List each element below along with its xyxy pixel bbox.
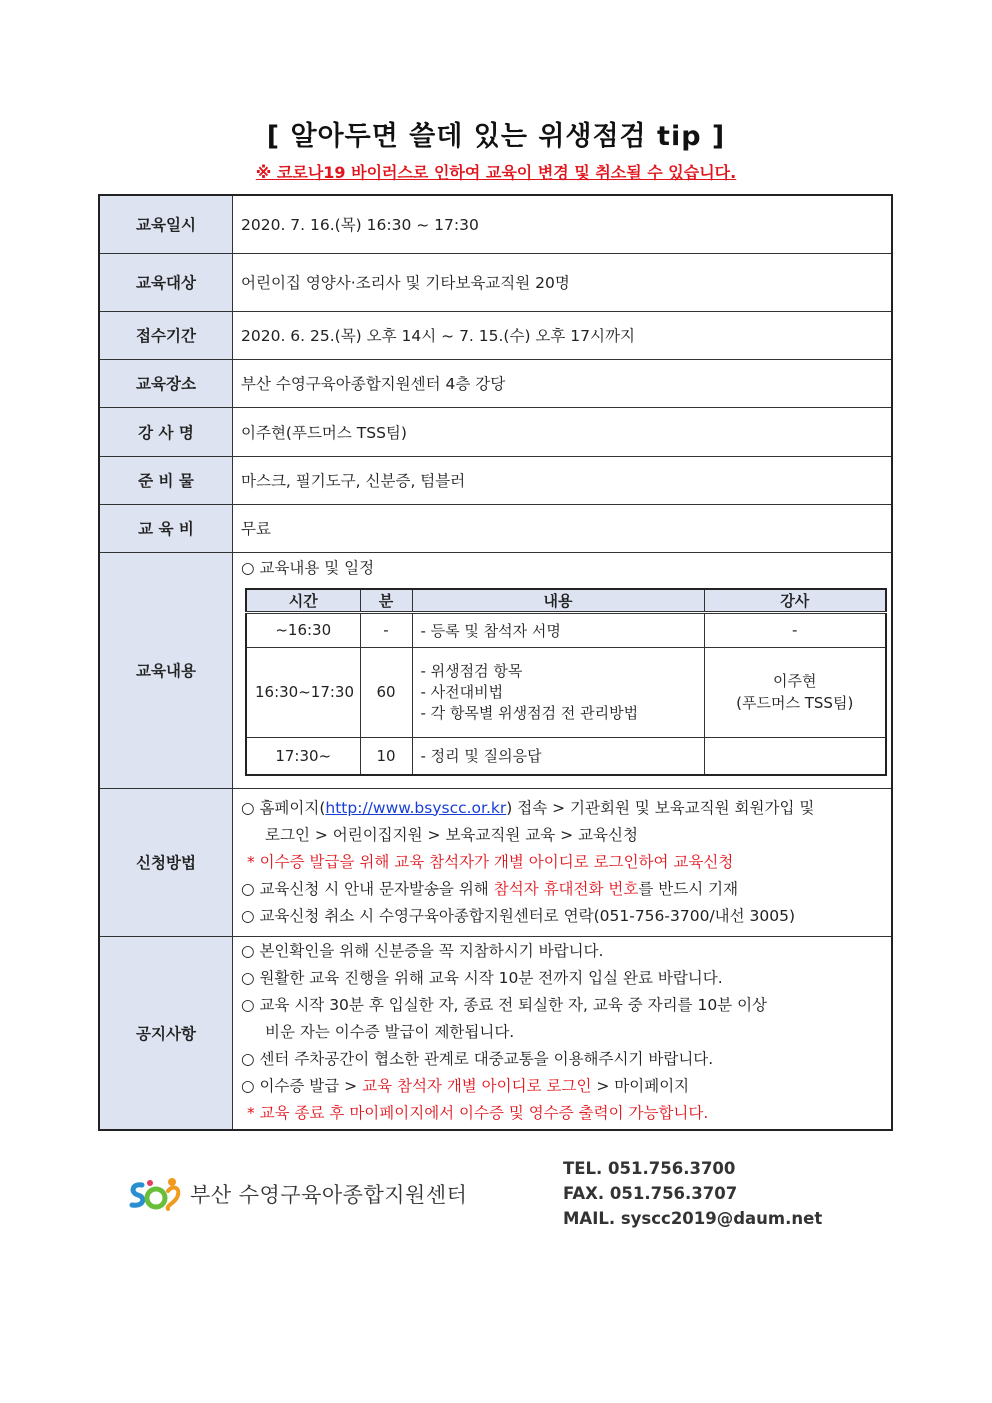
value-place: 부산 수영구육아종합지원센터 4층 강당	[233, 359, 893, 407]
schedule-item: - 위생점검 항목	[420, 661, 523, 680]
contact-tel: TEL. 051.756.3700	[563, 1159, 736, 1178]
schedule-header-min: 분	[360, 589, 412, 613]
notice-line: ○ 본인확인을 위해 신분증을 꼭 지참하시기 바랍니다.	[241, 942, 604, 961]
notice-line: ○ 원활한 교육 진행을 위해 교육 시작 10분 전까지 입실 완료 바랍니다.	[241, 969, 723, 988]
lecturer-team: (푸드머스 TSS팀)	[736, 694, 854, 712]
lecturer-name: 이주현	[773, 672, 817, 690]
schedule-lecturer	[704, 647, 886, 737]
row-prep	[99, 456, 892, 504]
value-lecturer: 이주현(푸드머스 TSS팀)	[233, 407, 893, 456]
value-content	[233, 552, 893, 788]
schedule-table	[245, 588, 887, 777]
contact-fax: FAX. 051.756.3707	[563, 1184, 738, 1203]
schedule-row	[246, 647, 886, 737]
row-lecturer	[99, 407, 892, 456]
label-prep: 준 비 물	[99, 456, 233, 504]
contact-info	[563, 1156, 822, 1231]
row-target	[99, 253, 892, 311]
value-period: 2020. 6. 25.(목) 오후 14시 ~ 7. 15.(수) 오후 17시까지	[233, 311, 893, 359]
label-fee: 교 육 비	[99, 504, 233, 552]
notice-line: ○ 이수증 발급 > 교육 참석자 개별 아이디로 로그인 > 마이페이지	[241, 1077, 690, 1096]
page-title: [ 알아두면 쓸데 있는 위생점검 tip ]	[266, 121, 726, 152]
row-fee	[99, 504, 892, 552]
value-notices	[233, 936, 893, 1130]
apply-line-1: ○ 홈페이지(http://www.bsyscc.or.kr) 접속 > 기관회원 및 보육교직원 회원가입 및	[241, 798, 815, 817]
content-heading: ○ 교육내용 및 일정	[241, 558, 375, 577]
label-target: 교육대상	[99, 253, 233, 311]
schedule-min: 60	[360, 647, 412, 737]
value-date: 2020. 7. 16.(목) 16:30 ~ 17:30	[233, 195, 893, 253]
value-prep: 마스크, 필기도구, 신분증, 텀블러	[233, 456, 893, 504]
schedule-header-lecturer: 강사	[704, 589, 886, 613]
schedule-content: - 등록 및 참석자 서명	[412, 612, 704, 647]
row-notices	[99, 936, 892, 1130]
value-fee: 무료	[233, 504, 893, 552]
label-apply: 신청방법	[99, 788, 233, 936]
row-date	[99, 195, 892, 253]
row-period	[99, 311, 892, 359]
value-target: 어린이집 영양사·조리사 및 기타보육교직원 20명	[233, 253, 893, 311]
org-name: 부산 수영구육아종합지원센터	[190, 1183, 468, 1207]
label-place: 교육장소	[99, 359, 233, 407]
notice-line: ○ 센터 주차공간이 협소한 관계로 대중교통을 이용해주시기 바랍니다.	[241, 1050, 714, 1069]
schedule-time: 16:30~17:30	[246, 647, 360, 737]
schedule-content	[412, 647, 704, 737]
schedule-header-content: 내용	[412, 589, 704, 613]
row-place	[99, 359, 892, 407]
apply-line-2: 로그인 > 어린이집지원 > 보육교직원 교육 > 교육신청	[265, 825, 638, 844]
label-content: 교육내용	[99, 552, 233, 788]
center-logo-icon	[128, 1175, 186, 1213]
schedule-min: -	[360, 612, 412, 647]
value-apply	[233, 788, 893, 936]
schedule-header-time: 시간	[246, 589, 360, 613]
schedule-time: ~16:30	[246, 612, 360, 647]
label-notices: 공지사항	[99, 936, 233, 1130]
apply-line-4: ○ 교육신청 시 안내 문자발송을 위해 참석자 휴대전화 번호를 반드시 기재	[241, 879, 739, 898]
label-lecturer: 강 사 명	[99, 407, 233, 456]
schedule-min: 10	[360, 737, 412, 775]
schedule-time: 17:30~	[246, 737, 360, 775]
label-period: 접수기간	[99, 311, 233, 359]
schedule-row	[246, 612, 886, 647]
apply-line-5: ○ 교육신청 취소 시 수영구육아종합지원센터로 연락(051-756-3700/내선 3005)	[241, 906, 796, 925]
contact-mail: MAIL. syscc2019@daum.net	[563, 1209, 823, 1228]
covid-notice: ※ 코로나19 바이러스로 인하여 교육이 변경 및 취소될 수 있습니다.	[255, 163, 737, 182]
homepage-link[interactable]: http://www.bsyscc.or.kr	[325, 798, 507, 817]
notice-line: 비운 자는 이수증 발급이 제한됩니다.	[265, 1023, 515, 1042]
schedule-item: - 사전대비법	[420, 682, 504, 701]
row-apply	[99, 788, 892, 936]
notice-line: ○ 교육 시작 30분 후 입실한 자, 종료 전 퇴실한 자, 교육 중 자리를 10분 이상	[241, 996, 768, 1015]
row-content	[99, 552, 892, 788]
schedule-item: - 각 항목별 위생점검 전 관리방법	[420, 703, 639, 722]
apply-line-3: * 이수증 발급을 위해 교육 참석자가 개별 아이디로 로그인하여 교육신청	[247, 852, 734, 871]
schedule-row	[246, 737, 886, 775]
schedule-content: - 정리 및 질의응답	[412, 737, 704, 775]
label-date: 교육일시	[99, 195, 233, 253]
notice-line: * 교육 종료 후 마이페이지에서 이수증 및 영수증 출력이 가능합니다.	[247, 1104, 709, 1123]
schedule-lecturer: -	[704, 612, 886, 647]
info-table	[98, 194, 893, 1131]
schedule-lecturer	[704, 737, 886, 775]
footer-logo	[128, 1175, 467, 1213]
